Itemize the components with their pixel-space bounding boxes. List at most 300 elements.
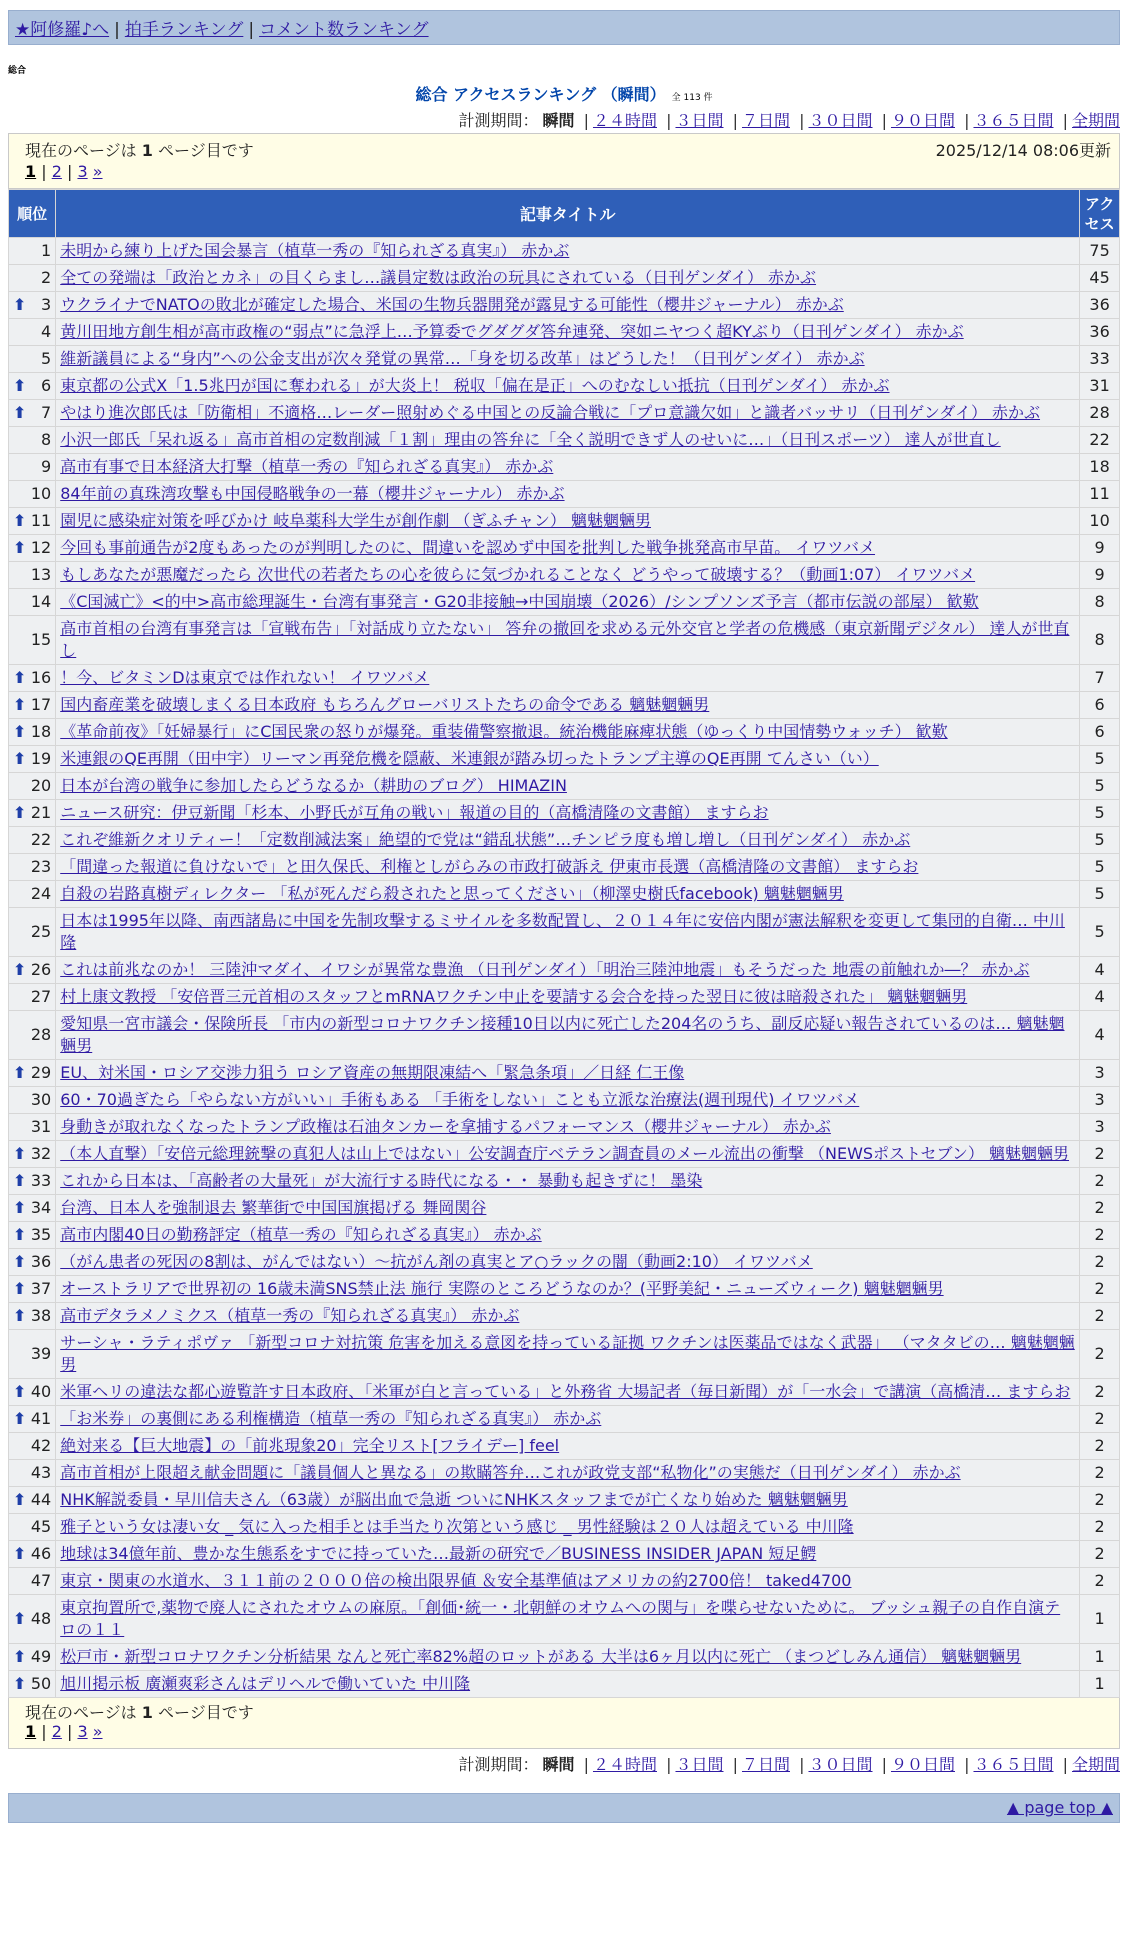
table-row (9, 719, 1120, 746)
rank-number: 39 (30, 1344, 52, 1363)
article-link[interactable]: 高市有事で日本経済大打撃（植草一秀の『知られざる真実』） 赤かぶ (60, 457, 554, 476)
article-link[interactable]: 米軍ヘリの違法な都心遊覧許す日本政府、「米軍が白と言っている」と外務省 大場記者（毎日新聞）が「一水会」で講演（高橋清… ますらお (60, 1382, 1071, 1401)
rank-number: 30 (30, 1090, 52, 1109)
article-link[interactable]: 小沢一郎氏「呆れ返る」高市首相の定数削減「１割」理由の答弁に「全く説明できず人のせいに…」（日刊スポーツ） 達人が世直し (60, 430, 1001, 449)
access-count: 2 (1080, 1195, 1120, 1222)
period-24h[interactable]: ２４時間 (592, 111, 657, 130)
access-count: 36 (1080, 319, 1120, 346)
rank-cell (9, 265, 56, 292)
title-cell (56, 1460, 1080, 1487)
separator: | (1062, 111, 1068, 130)
table-row (9, 238, 1120, 265)
period-7d[interactable]: ７日間 (741, 111, 790, 130)
period-selector-bottom (8, 1753, 1120, 1777)
column-header-rank: 順位 (9, 190, 56, 238)
access-count: 4 (1080, 957, 1120, 984)
up-arrow-icon: ⬆ (13, 1490, 27, 1509)
pager-text-pre: 現在のページは (25, 1702, 142, 1722)
rank-cell (9, 1330, 56, 1379)
up-arrow-icon: ⬆ (13, 376, 27, 395)
article-link[interactable]: 維新議員による“身内”への公金支出が次々発覚の異常…「身を切る改革」はどうした！（日刊ゲンダイ） 赤かぶ (60, 349, 865, 368)
rank-cell (9, 1168, 56, 1195)
rank-number: 18 (30, 722, 52, 741)
table-row (9, 400, 1120, 427)
table-row (9, 1514, 1120, 1541)
article-link[interactable]: 高市首相が上限超え献金問題に「議員個人と異なる」の欺瞞答弁…これが政党支部“私物化”の実態だ（日刊ゲンダイ） 赤かぶ (60, 1463, 961, 1482)
article-link[interactable]: 絶対来る【巨大地震】の「前兆現象20」完全リスト[フライデー] feel (60, 1436, 560, 1455)
article-link[interactable]: 「お米券」の裏側にある利権構造（植草一秀の『知られざる真実』） 赤かぶ (60, 1409, 602, 1428)
rank-cell (9, 238, 56, 265)
pager-current-number: 1 (141, 140, 153, 160)
access-count: 1 (1080, 1671, 1120, 1698)
article-link[interactable]: 身動きが取れなくなったトランプ政権は石油タンカーを拿捕するパフォーマンス（櫻井ジャーナル） 赤かぶ (60, 1117, 831, 1136)
rank-number: 21 (30, 803, 52, 822)
rank-cell (9, 616, 56, 665)
access-count: 3 (1080, 1087, 1120, 1114)
access-count: 2 (1080, 1249, 1120, 1276)
article-link[interactable]: 松戸市・新型コロナワクチン分析結果 なんと死亡率82%超のロットがある 大半は6ヶ月以内に死亡 （まつどしみん通信） 魑魅魍魎男 (60, 1647, 1022, 1666)
title-cell (56, 238, 1080, 265)
article-link[interactable]: 自殺の岩路真樹ディレクター 「私が死んだら殺されたと思ってください」（柳澤史樹氏facebook) 魑魅魍魎男 (60, 884, 844, 903)
up-arrow-icon: ⬆ (13, 538, 27, 557)
page-link-next[interactable]: » (92, 162, 103, 181)
up-arrow-icon: ⬆ (13, 403, 27, 422)
rank-number: 22 (30, 830, 52, 849)
page-links: 1 | 2 | 3 » (25, 162, 103, 181)
title-cell (56, 665, 1080, 692)
ranking-table (8, 189, 1120, 1698)
rank-number: 25 (30, 922, 52, 941)
article-link[interactable]: これぞ維新クオリティー！「定数削減法案」絶望的で党は“錯乱状態”…チンピラ度も増し増し（日刊ゲンダイ） 赤かぶ (60, 830, 911, 849)
article-link[interactable]: 84年前の真珠湾攻撃も中国侵略戦争の一幕（櫻井ジャーナル） 赤かぶ (60, 484, 565, 503)
current-page-text (25, 138, 254, 161)
rank-cell (9, 1541, 56, 1568)
table-row (9, 427, 1120, 454)
rank-number: 20 (30, 776, 52, 795)
rank-number: 43 (30, 1463, 52, 1482)
period-selector-top (8, 109, 1120, 133)
page-link-next[interactable]: » (92, 1722, 103, 1741)
table-row (9, 665, 1120, 692)
table-row (9, 292, 1120, 319)
article-link[interactable]: 東京都の公式X「1.5兆円が国に奪われる」が大炎上！ 税収「偏在是正」へのむなしい抵抗（日刊ゲンダイ） 赤かぶ (60, 376, 890, 395)
rank-number: 19 (30, 749, 52, 768)
period-3d[interactable]: ３日間 (675, 111, 724, 130)
article-link[interactable]: 60・70過ぎたら「やらない方がいい」手術もある 「手術をしない」ことも立派な治療法(週刊現代) イワツバメ (60, 1090, 860, 1109)
table-row (9, 1671, 1120, 1698)
article-link[interactable]: 東京・関東の水道水、３１１前の２０００倍の検出限界値 ＆安全基準値はアメリカの約2700倍！ taked4700 (60, 1571, 852, 1590)
access-count: 2 (1080, 1276, 1120, 1303)
title-cell (56, 1060, 1080, 1087)
access-count: 8 (1080, 589, 1120, 616)
table-row (9, 1303, 1120, 1330)
rank-cell (9, 665, 56, 692)
separator: | (881, 1755, 887, 1774)
article-link[interactable]: 日本が台湾の戦争に参加したらどうなるか（耕助のブログ） HIMAZIN (60, 776, 567, 795)
title-cell (56, 719, 1080, 746)
footer-bar (8, 1793, 1120, 1823)
rank-number: 32 (30, 1144, 52, 1163)
article-link[interactable]: 全ての発端は「政治とカネ」の目くらまし…議員定数は政治の玩具にされている（日刊ゲンダイ） 赤かぶ (60, 268, 817, 287)
title-cell (56, 589, 1080, 616)
access-count: 5 (1080, 827, 1120, 854)
page-link-3[interactable]: 3 (77, 1722, 88, 1741)
article-link[interactable]: 今回も事前通告が2度もあったのが判明したのに、間違いを認めず中国を批判した戦争挑発高市早苗。 イワツバメ (60, 538, 876, 557)
table-row (9, 1460, 1120, 1487)
table-row (9, 827, 1120, 854)
table-row (9, 481, 1120, 508)
access-count: 6 (1080, 719, 1120, 746)
title-cell (56, 1114, 1080, 1141)
rank-number: 31 (30, 1117, 52, 1136)
rank-number: 11 (30, 511, 52, 530)
rank-cell (9, 1195, 56, 1222)
rank-cell (9, 854, 56, 881)
up-arrow-icon: ⬆ (13, 803, 27, 822)
rank-number: 6 (41, 376, 52, 395)
article-link[interactable]: 米連銀のQE再開（田中宇）リーマン再発危機を隠蔽、米連銀が踏み切ったトランプ主導のQE再開 てんさい（い） (60, 749, 879, 768)
table-row (9, 265, 1120, 292)
access-count: 2 (1080, 1303, 1120, 1330)
article-link[interactable]: （がん患者の死因の8割は、がんではない）～抗がん剤の真実とア○ラックの闇（動画2:10） イワツバメ (60, 1252, 813, 1271)
title-cell (56, 1276, 1080, 1303)
access-count: 2 (1080, 1460, 1120, 1487)
page-title-area (8, 82, 1120, 105)
article-link[interactable]: 村上康文教授 「安倍晋三元首相のスタッフとmRNAワクチン中止を要請する会合を持った翌日に彼は暗殺された」 魑魅魍魎男 (60, 987, 968, 1006)
title-cell (56, 1487, 1080, 1514)
separator: | (964, 1755, 970, 1774)
up-arrow-icon: ⬆ (13, 1144, 27, 1163)
article-link[interactable]: 黄川田地方創生相が高市政権の“弱点”に急浮上…予算委でグダグダ答弁連発、突如ニヤつく超KYぶり（日刊ゲンダイ） 赤かぶ (60, 322, 964, 341)
title-cell (56, 508, 1080, 535)
title-cell (56, 319, 1080, 346)
page-link-3[interactable]: 3 (77, 162, 88, 181)
page-link-2[interactable]: 2 (51, 162, 62, 181)
separator: | (1062, 1755, 1068, 1774)
table-row (9, 1330, 1120, 1379)
access-count: 2 (1080, 1433, 1120, 1460)
title-cell (56, 1406, 1080, 1433)
article-link[interactable]: 高市デタラメノミクス（植草一秀の『知られざる真実』） 赤かぶ (60, 1306, 520, 1325)
up-arrow-icon: ⬆ (13, 1409, 27, 1428)
rank-number: 4 (41, 322, 52, 341)
table-row (9, 1011, 1120, 1060)
article-link[interactable]: これは前兆なのか！ 三陸沖マダイ、イワシが異常な豊漁 （日刊ゲンダイ）「明治三陸沖地震」もそうだった 地震の前触れか―？ 赤かぶ (60, 960, 1030, 979)
access-count: 9 (1080, 562, 1120, 589)
title-cell (56, 1011, 1080, 1060)
up-arrow-icon: ⬆ (13, 722, 27, 741)
table-row (9, 346, 1120, 373)
title-cell (56, 535, 1080, 562)
rank-number: 5 (41, 349, 52, 368)
access-count: 2 (1080, 1541, 1120, 1568)
rank-cell (9, 1514, 56, 1541)
title-cell (56, 454, 1080, 481)
access-count: 2 (1080, 1379, 1120, 1406)
access-count: 6 (1080, 692, 1120, 719)
article-link[interactable]: ニュース研究：伊豆新聞「杉本、小野氏が互角の戦い」報道の目的（高橋清隆の文書館） ますらお (60, 803, 769, 822)
article-link[interactable]: 未明から練り上げた国会暴言（植草一秀の『知られざる真実』） 赤かぶ (60, 241, 570, 260)
rank-number: 7 (41, 403, 52, 422)
page-top-link[interactable]: ▲ page top ▲ (1006, 1798, 1113, 1817)
table-row (9, 984, 1120, 1011)
access-count: 28 (1080, 400, 1120, 427)
access-count: 11 (1080, 481, 1120, 508)
table-row (9, 589, 1120, 616)
period-7d[interactable]: ７日間 (741, 1755, 790, 1774)
rank-cell (9, 746, 56, 773)
rank-number: 2 (41, 268, 52, 287)
table-row (9, 746, 1120, 773)
title-cell (56, 1595, 1080, 1644)
access-count: 18 (1080, 454, 1120, 481)
period-all[interactable]: 全期間 (1071, 111, 1120, 130)
applause-ranking-link[interactable]: 拍手ランキング (124, 20, 244, 40)
article-link[interactable]: 旭川掲示板 廣瀬爽彩さんはデリヘルで働いていた 中川隆 (60, 1674, 471, 1693)
title-cell (56, 1168, 1080, 1195)
rank-cell (9, 692, 56, 719)
title-cell (56, 562, 1080, 589)
title-cell (56, 854, 1080, 881)
rank-cell (9, 292, 56, 319)
up-arrow-icon: ⬆ (13, 1252, 27, 1271)
article-link[interactable]: もしあなたが悪魔だったら 次世代の若者たちの心を彼らに気づかれることなく どうやって破壊する？（動画1:07） イワツバメ (60, 565, 976, 584)
period-365d[interactable]: ３６５日間 (973, 1755, 1054, 1774)
period-current: 瞬間 (542, 1755, 575, 1774)
title-cell (56, 1541, 1080, 1568)
period-30d[interactable]: ３０日間 (808, 111, 873, 130)
period-current: 瞬間 (542, 111, 575, 130)
rank-cell (9, 535, 56, 562)
title-cell (56, 1644, 1080, 1671)
title-cell (56, 1514, 1080, 1541)
page-title: 総合 アクセスランキング （瞬間） (415, 85, 666, 104)
table-row (9, 908, 1120, 957)
table-row (9, 319, 1120, 346)
article-link[interactable]: EU、対米国・ロシア交渉力狙う ロシア資産の無期限凍結へ「緊急条項」／日経 仁王像 (60, 1063, 685, 1082)
table-row (9, 692, 1120, 719)
article-link[interactable]: NHK解説委員・早川信夫さん（63歳）が脳出血で急逝 ついにNHKスタッフまでが亡くなり始めた 魑魅魍魎男 (60, 1490, 848, 1509)
access-count: 2 (1080, 1514, 1120, 1541)
up-arrow-icon: ⬆ (13, 1171, 27, 1190)
table-row (9, 1195, 1120, 1222)
rank-cell (9, 1460, 56, 1487)
separator: | (881, 111, 887, 130)
table-row (9, 1222, 1120, 1249)
rank-cell (9, 589, 56, 616)
pager-text-post: ページ目です (152, 140, 254, 160)
access-count: 1 (1080, 1595, 1120, 1644)
rank-number: 12 (30, 538, 52, 557)
rank-cell (9, 957, 56, 984)
rank-cell (9, 1087, 56, 1114)
table-row (9, 773, 1120, 800)
rank-cell (9, 319, 56, 346)
title-cell (56, 773, 1080, 800)
access-count: 45 (1080, 265, 1120, 292)
article-link[interactable]: これから日本は、「高齢者の大量死」が大流行する時代になる・・ 暴動も起きずに！ 墨染 (60, 1171, 703, 1190)
rank-number: 3 (41, 295, 52, 314)
comment-ranking-link[interactable]: コメント数ランキング (259, 20, 429, 40)
title-cell (56, 957, 1080, 984)
up-arrow-icon: ⬆ (13, 1198, 27, 1217)
rank-cell (9, 1595, 56, 1644)
rank-cell (9, 881, 56, 908)
article-link[interactable]: 「間違った報道に負けないで」と田久保氏、利権としがらみの市政打破訴え 伊東市長選（高橋清隆の文書館） ますらお (60, 857, 919, 876)
rank-cell (9, 984, 56, 1011)
home-link[interactable]: ★阿修羅♪へ (15, 20, 110, 40)
title-cell (56, 1568, 1080, 1595)
title-cell (56, 1330, 1080, 1379)
article-link[interactable]: 《革命前夜》「妊婦暴行」にC国民衆の怒りが爆発。重装備警察撤退。統治機能麻痺状態（ゆっくり中国情勢ウォッチ） 歓歎 (60, 722, 948, 741)
article-link[interactable]: （本人直撃）「安倍元総理銃撃の真犯人は山上ではない」公安調査庁ベテラン調査員のメール流出の衝撃 （NEWSポストセブン） 魑魅魍魎男 (60, 1144, 1070, 1163)
rank-number: 33 (30, 1171, 52, 1190)
rank-cell (9, 346, 56, 373)
access-count: 2 (1080, 1168, 1120, 1195)
table-row (9, 957, 1120, 984)
title-cell (56, 800, 1080, 827)
separator: | (583, 111, 589, 130)
article-link[interactable]: サーシャ・ラティポヴァ 「新型コロナ対抗策 危害を加える意図を持っている証拠 ワクチンは医薬品ではなく武器」 （マタタビの… 魑魅魍魎男 (60, 1333, 1075, 1374)
article-link[interactable]: 高市内閣40日の勤務評定（植草一秀の『知られざる真実』） 赤かぶ (60, 1225, 542, 1244)
separator: | (732, 1755, 738, 1774)
access-count: 75 (1080, 238, 1120, 265)
rank-cell (9, 1644, 56, 1671)
access-count: 5 (1080, 746, 1120, 773)
article-link[interactable]: やはり進次郎氏は「防衛相」不適格…レーダー照射めぐる中国との反論合戦に「プロ意識欠如」と識者バッサリ（日刊ゲンダイ） 赤かぶ (60, 403, 1041, 422)
rank-number: 40 (30, 1382, 52, 1401)
top-nav (8, 10, 1120, 45)
table-row (9, 1595, 1120, 1644)
title-cell (56, 1433, 1080, 1460)
rank-number: 14 (30, 592, 52, 611)
article-link[interactable]: 東京拘置所で,薬物で廃人にされたオウムの麻原。「創価･統一・北朝鮮のオウムへの関与」を喋らせないために。 ブッシュ親子の自作自演テロの１１ (60, 1598, 1061, 1639)
up-arrow-icon: ⬆ (13, 695, 27, 714)
table-row (9, 800, 1120, 827)
rank-number: 16 (30, 668, 52, 687)
article-link[interactable]: 園児に感染症対策を呼びかけ 岐阜薬科大学生が創作劇 （ぎふチャン） 魑魅魍魎男 (60, 511, 651, 530)
separator: | (583, 1755, 589, 1774)
article-link[interactable]: 日本は1995年以降、南西諸島に中国を先制攻撃するミサイルを多数配置し、２０１４年に安倍内閣が憲法解釈を変更して集団的自衛… 中川隆 (60, 911, 1065, 952)
title-cell (56, 1087, 1080, 1114)
table-row (9, 1114, 1120, 1141)
access-count: 2 (1080, 1222, 1120, 1249)
up-arrow-icon: ⬆ (13, 1063, 27, 1082)
rank-number: 1 (41, 241, 52, 260)
access-count: 3 (1080, 1114, 1120, 1141)
table-row (9, 1406, 1120, 1433)
section-label: 総合 (8, 66, 27, 76)
title-cell (56, 346, 1080, 373)
column-header-count: アクセス (1080, 190, 1120, 238)
article-link[interactable]: 雅子という女は凄い女 _ 気に入った相手とは手当たり次第という感じ _ 男性経験は２０人は超えている 中川隆 (60, 1517, 854, 1536)
updated-time: 2025/12/14 08:06更新 (935, 140, 1111, 160)
period-all[interactable]: 全期間 (1071, 1755, 1120, 1774)
rank-number: 42 (30, 1436, 52, 1455)
rank-number: 23 (30, 857, 52, 876)
rank-cell (9, 427, 56, 454)
period-90d[interactable]: ９０日間 (890, 111, 955, 130)
item-count: 全 113 件 (671, 93, 713, 103)
article-link[interactable]: 《C国滅亡》<的中>高市総理誕生・台湾有事発言・G20非接触→中国崩壊（2026）/シンプソンズ予言（都市伝説の部屋） 歓歎 (60, 592, 979, 611)
rank-number: 15 (30, 630, 52, 649)
rank-cell (9, 400, 56, 427)
title-cell (56, 1671, 1080, 1698)
table-row (9, 1060, 1120, 1087)
access-count: 2 (1080, 1330, 1120, 1379)
separator: | (799, 1755, 805, 1774)
pager-bottom (8, 1698, 1120, 1749)
rank-cell (9, 1249, 56, 1276)
title-cell (56, 827, 1080, 854)
rank-cell (9, 1487, 56, 1514)
title-cell (56, 984, 1080, 1011)
period-365d[interactable]: ３６５日間 (973, 111, 1054, 130)
rank-number: 47 (30, 1571, 52, 1590)
rank-cell (9, 1141, 56, 1168)
separator: | (799, 111, 805, 130)
rank-number: 24 (30, 884, 52, 903)
rank-number: 41 (30, 1409, 52, 1428)
rank-number: 35 (30, 1225, 52, 1244)
title-cell (56, 1303, 1080, 1330)
table-row (9, 1276, 1120, 1303)
title-cell (56, 1141, 1080, 1168)
access-count: 5 (1080, 908, 1120, 957)
up-arrow-icon: ⬆ (13, 511, 27, 530)
rank-number: 34 (30, 1198, 52, 1217)
rank-cell (9, 562, 56, 589)
article-link[interactable]: オーストラリアで世界初の 16歳未満SNS禁止法 施行 実際のところどうなのか？(平野美紀・ニューズウィーク) 魑魅魍魎男 (60, 1279, 944, 1298)
rank-number: 37 (30, 1279, 52, 1298)
rank-cell (9, 481, 56, 508)
period-30d[interactable]: ３０日間 (808, 1755, 873, 1774)
table-row (9, 1087, 1120, 1114)
period-24h[interactable]: ２４時間 (592, 1755, 657, 1774)
table-row (9, 616, 1120, 665)
current-page-text-bottom (25, 1700, 254, 1723)
article-link[interactable]: 台湾、日本人を強制退去 繁華街で中国国旗掲げる 舞岡関谷 (60, 1198, 487, 1217)
rank-cell (9, 1568, 56, 1595)
title-cell (56, 427, 1080, 454)
rank-cell (9, 1671, 56, 1698)
article-link[interactable]: 地球は34億年前、豊かな生態系をすでに持っていた…最新の研究で／BUSINESS INSIDER JAPAN 短足鰐 (60, 1544, 817, 1563)
article-link[interactable]: 国内畜産業を破壊しまくる日本政府 もちろんグローバリストたちの命令である 魑魅魍魎男 (60, 695, 710, 714)
article-link[interactable]: ウクライナでNATOの敗北が確定した場合、米国の生物兵器開発が露見する可能性（櫻井ジャーナル） 赤かぶ (60, 295, 844, 314)
access-count: 8 (1080, 616, 1120, 665)
title-cell (56, 1249, 1080, 1276)
period-90d[interactable]: ９０日間 (890, 1755, 955, 1774)
rank-cell (9, 800, 56, 827)
period-3d[interactable]: ３日間 (675, 1755, 724, 1774)
rank-cell (9, 454, 56, 481)
rank-cell (9, 1222, 56, 1249)
article-link[interactable]: 愛知県一宮市議会・保険所長 「市内の新型コロナワクチン接種10日以内に死亡した204名のうち、副反応疑い報告されているのは… 魑魅魍魎男 (60, 1014, 1065, 1055)
access-count: 5 (1080, 854, 1120, 881)
article-link[interactable]: ！今、ビタミンDは東京では作れない！ イワツバメ (60, 668, 430, 687)
title-cell (56, 1222, 1080, 1249)
up-arrow-icon: ⬆ (13, 749, 27, 768)
article-link[interactable]: 高市首相の台湾有事発言は「宣戦布告」「対話成り立たない」 答弁の撤回を求める元外交官と学者の危機感（東京新聞デジタル） 達人が世直し (60, 619, 1070, 660)
access-count: 4 (1080, 1011, 1120, 1060)
page-link-2[interactable]: 2 (51, 1722, 62, 1741)
table-row (9, 1541, 1120, 1568)
table-row (9, 854, 1120, 881)
table-row (9, 508, 1120, 535)
rank-cell (9, 508, 56, 535)
period-label: 計測期間： (458, 111, 539, 130)
rank-number: 36 (30, 1252, 52, 1271)
